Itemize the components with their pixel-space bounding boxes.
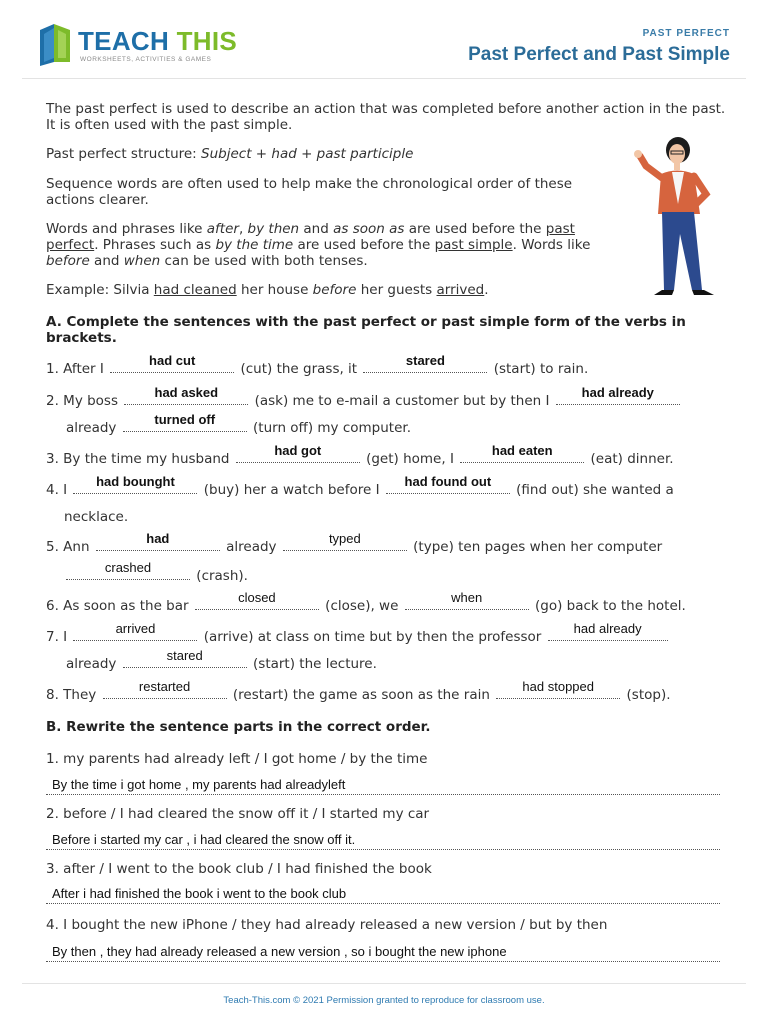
text: Words and phrases like (46, 221, 207, 237)
answer-blank[interactable] (548, 621, 668, 641)
answer-text: closed (238, 590, 276, 605)
answer-text: had asked (154, 385, 219, 400)
emphasis: before (46, 253, 90, 269)
question-text: already (66, 656, 117, 672)
text: are used before the (404, 221, 546, 237)
question-a6 (46, 590, 686, 614)
section-b-heading: B. Rewrite the sentence parts in the correct order. (46, 719, 431, 735)
question-a1 (46, 353, 589, 377)
answer-text: typed (328, 531, 361, 546)
emphasis: after (206, 221, 239, 237)
question-text: (ask) me to e-mail a customer but by then I (254, 393, 550, 409)
intro-paragraph-4 (46, 221, 626, 269)
answer-text: had already (573, 621, 642, 636)
question-text: (restart) the game as soon as the rain (232, 687, 490, 703)
underlined-term: arrived (436, 282, 485, 298)
text: . Phrases such as (94, 237, 216, 253)
question-b3: 3. after / I went to the book club / I had finished the book (46, 861, 432, 877)
question-a7 (46, 621, 670, 645)
question-text: 2. My boss (46, 393, 118, 409)
answer-text: By then , they had already released a new version , so i bought the new iphone (52, 944, 507, 959)
section-a-heading: A. Complete the sentences with the past perfect or past simple form of the verbs in brackets. (46, 314, 686, 346)
question-text: 3. By the time my husband (46, 451, 230, 467)
question-text: (get) home, I (366, 451, 454, 467)
example-sentence (46, 282, 626, 298)
question-text: (start) to rain. (493, 361, 589, 377)
answer-text: had cut (149, 353, 196, 368)
text: Example: Silvia (46, 282, 154, 298)
answer-text: By the time i got home , my parents had alreadyleft (52, 777, 346, 792)
question-text: 5. Ann (46, 539, 90, 555)
answer-blank[interactable] (73, 621, 197, 641)
text: can be used with both tenses. (160, 253, 368, 269)
answer-text: had already (581, 385, 654, 400)
footer-copyright: Teach-This.com © 2021 Permission granted to reproduce for classroom use. (223, 995, 545, 1006)
page-header (0, 0, 768, 80)
teacher-illustration (628, 134, 728, 300)
question-a8 (46, 679, 671, 703)
answer-text: had found out (404, 474, 492, 489)
question-text: (type) ten pages when her computer (413, 539, 663, 555)
question-a4 (46, 474, 674, 498)
question-text: (arrive) at class on time but by then the professor (203, 629, 542, 645)
answer-blank[interactable] (123, 648, 247, 668)
teach-this-logo (36, 22, 236, 68)
text: and (89, 253, 124, 269)
answer-text: had bounght (96, 474, 175, 489)
answer-line-b1[interactable] (46, 775, 720, 795)
answer-blank[interactable] (496, 679, 620, 699)
question-text: (close), we (325, 598, 399, 614)
underlined-term: past simple (434, 237, 513, 253)
question-b2: 2. before / I had cleared the snow off it / I started my car (46, 806, 430, 822)
answer-blank[interactable] (73, 474, 197, 494)
question-text: 1. After I (46, 361, 104, 377)
answer-text: had stopped (522, 679, 594, 694)
question-a2-continued (66, 412, 412, 436)
category-label: PAST PERFECT (642, 28, 730, 39)
answer-text: stared (166, 648, 203, 663)
structure-formula: Subject + had + past participle (201, 146, 414, 162)
underlined-term: past perfect (46, 221, 575, 253)
answer-text: Before i started my car , i had cleared the snow off it. (52, 832, 356, 847)
answer-text: After i had finished the book i went to the book club (52, 886, 347, 901)
text: and (299, 221, 334, 237)
emphasis: by the time (215, 237, 294, 253)
question-text: (buy) her a watch before I (203, 482, 380, 498)
question-text: (eat) dinner. (590, 451, 674, 467)
answer-blank[interactable] (236, 443, 360, 463)
answer-text: stared (405, 353, 445, 368)
answer-blank[interactable] (124, 385, 248, 405)
question-b4: 4. I bought the new iPhone / they had already released a new version / but by then (46, 917, 608, 933)
brand-part-teach: TEACH (78, 26, 170, 56)
answer-blank[interactable] (195, 590, 319, 610)
text: are used before the (293, 237, 435, 253)
text: . (484, 282, 489, 298)
question-text: (turn off) my computer. (253, 420, 412, 436)
text: her house (236, 282, 313, 298)
brand-part-this: THIS (176, 26, 238, 56)
answer-text: had (146, 531, 170, 546)
emphasis: when (123, 253, 161, 269)
answer-line-b2[interactable] (46, 830, 720, 850)
question-a5 (46, 531, 663, 555)
book-logo-icon (36, 22, 76, 68)
underlined-term: had cleaned (153, 282, 237, 298)
emphasis: as soon as (333, 221, 405, 237)
answer-blank[interactable] (283, 531, 407, 551)
question-a2 (46, 385, 682, 409)
answer-text: had got (274, 443, 322, 458)
question-a3 (46, 443, 674, 467)
question-text: 8. They (46, 687, 97, 703)
question-b1: 1. my parents had already left / I got home / by the time (46, 751, 428, 767)
question-text: (start) the lecture. (253, 656, 377, 672)
emphasis: before (312, 282, 357, 298)
answer-blank[interactable] (363, 353, 487, 373)
question-text: 4. I (46, 482, 68, 498)
question-a7-continued (66, 648, 377, 672)
answer-blank[interactable] (96, 531, 220, 551)
answer-text: crashed (104, 560, 152, 575)
question-text: (crash). (196, 568, 248, 584)
question-text: 6. As soon as the bar (46, 598, 189, 614)
answer-blank[interactable] (110, 353, 234, 373)
answer-text: restarted (138, 679, 191, 694)
question-text: already (66, 420, 117, 436)
answer-line-b3[interactable] (46, 884, 720, 904)
text: . Words like (512, 237, 591, 253)
answer-blank[interactable] (405, 590, 529, 610)
text: her guests (356, 282, 437, 298)
answer-text: turned off (154, 412, 216, 427)
question-text: (stop). (626, 687, 671, 703)
footer-divider (22, 983, 746, 984)
answer-blank[interactable] (386, 474, 510, 494)
header-divider (22, 78, 746, 79)
answer-blank[interactable] (103, 679, 227, 699)
page-title: Past Perfect and Past Simple (468, 44, 730, 65)
answer-blank[interactable] (460, 443, 584, 463)
structure-label: Past perfect structure: (46, 146, 202, 162)
answer-blank[interactable] (123, 412, 247, 432)
intro-paragraph-3: Sequence words are often used to help make the chronological order of these actions clearer. (46, 176, 573, 208)
answer-blank[interactable] (66, 560, 190, 580)
brand-name (78, 26, 237, 57)
question-text: already (226, 539, 277, 555)
question-text: (find out) she wanted a (516, 482, 674, 498)
question-text: 7. I (46, 629, 68, 645)
question-text: (cut) the grass, it (240, 361, 358, 377)
answer-line-b4[interactable] (46, 942, 720, 962)
question-a4-continued: necklace. (64, 509, 129, 525)
intro-paragraph-1: The past perfect is used to describe an action that was completed before another action in the past. It is often used with the past simple. (46, 101, 726, 133)
question-a5-continued (64, 560, 248, 584)
text: , (238, 221, 248, 237)
question-text: (go) back to the hotel. (535, 598, 686, 614)
answer-text: when (451, 590, 483, 605)
answer-text: arrived (115, 621, 156, 636)
brand-tagline: WORKSHEETS, ACTIVITIES & GAMES (80, 56, 212, 63)
answer-blank[interactable] (556, 385, 680, 405)
emphasis: by then (247, 221, 300, 237)
structure-line (46, 146, 616, 162)
answer-text: had eaten (491, 443, 553, 458)
